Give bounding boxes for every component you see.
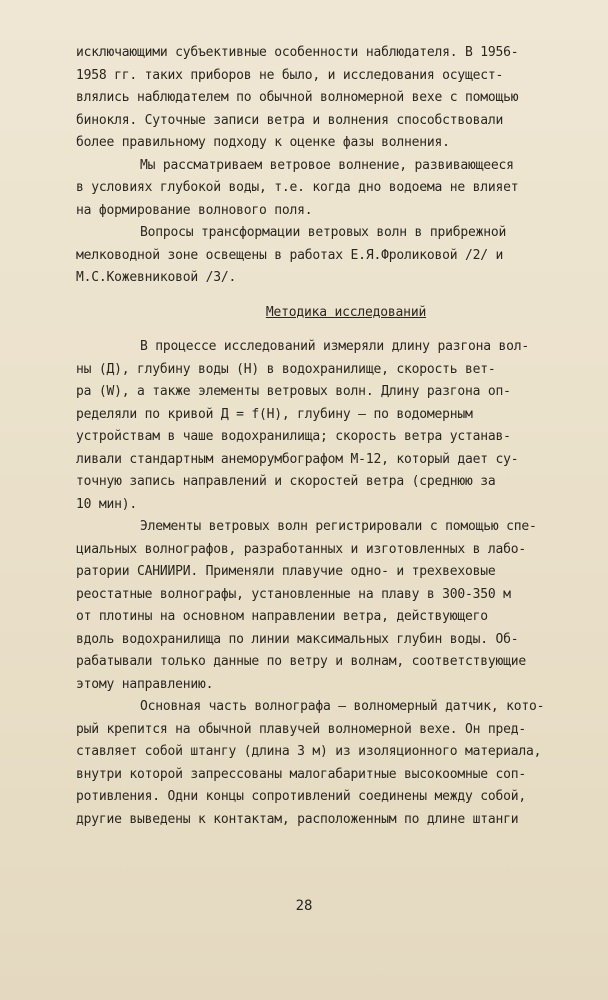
intro-section [76,42,576,290]
paragraph [76,516,576,696]
text-line: вдоль водохранилища по линии максимальных глубин воды. Об- [76,631,519,647]
text-line: ределяли по кривой Д = f(H), глубину – по водомерным [76,406,473,422]
text-line: более правильному подходу к оценке фазы волнения. [76,135,450,150]
text-line: этому направлению. [76,676,214,692]
text-line: на формирование волнового поля. [76,202,313,218]
text-line: от плотины на основном направлении ветра, действующего [76,609,488,624]
text-line: другие выведены к контактам, расположенным по длине штанги [76,811,519,827]
paragraph [76,42,576,155]
text-line: в условиях глубокой воды, т.е. когда дно водоема не влияет [76,180,519,195]
text-line: рый крепится на обычной плавучей волномерной вехе. Он пред- [76,721,526,737]
page-number: 28 [295,898,313,914]
text-line: реостатные волнографы, установленные на плаву в 300-350 м [76,586,511,602]
text-line: Основная часть волнографа – волномерный датчик, кото- [140,699,545,714]
section-heading: Методика исследований [265,304,427,320]
text-line: внутри которой запрессованы малогабаритные высокоомные соп- [76,766,526,782]
text-line: мелководной зоне освещены в работах Е.Я.Фроликовой /2/ и [76,247,504,263]
text-line: Мы рассматриваем ветровое волнение, развивающееся [140,157,514,173]
text-line: М.С.Кожевниковой /3/. [76,270,237,285]
page-body [76,42,576,831]
text-line: ротивления. Одни концы сопротивлений соединены между собой, [76,789,526,804]
text-line: исключающими субъективные особенности наблюдателя. В 1956- [76,45,519,60]
text-line: устройствам в чаше водохранилища; скорость ветра устанав- [76,429,511,444]
text-line: ратории САНИИРИ. Применяли плавучие одно- и трехвеховые [76,564,496,579]
text-line: влялись наблюдателем по обычной волномерной вехе с помощью [76,90,519,105]
text-line: точную запись направлений и скоростей ветра (среднюю за [76,474,496,489]
text-line: ра (W), а также элементы ветровых волн. Длину разгона оп- [76,384,511,399]
text-line: ны (Д), глубину воды (H) в водохранилище, скорость вет- [76,361,496,377]
methods-section [76,336,576,831]
paragraph [76,222,576,290]
text-line: Вопросы трансформации ветровых волн в прибрежной [140,225,507,240]
text-line: В процессе исследований измеряли длину разгона вол- [140,339,529,354]
text-line: циальных волнографов, разработанных и изготовленных в лабо- [76,541,526,557]
text-line: 1958 гг. таких приборов не было, и исследования осущест- [76,67,504,83]
paragraph [76,155,576,223]
text-line: 10 мин). [76,496,138,512]
text-line: бинокля. Суточные записи ветра и волнения способствовали [76,112,504,128]
text-line: рабатывали только данные по ветру и волнам, соответствующие [76,654,526,669]
text-line: ливали стандартным анеморумбографом М-12, который дает су- [76,451,519,467]
paragraph [76,336,576,516]
text-line: ставляет собой штангу (длина 3 м) из изоляционного материала, [76,744,542,759]
paragraph [76,696,576,831]
text-line: Элементы ветровых волн регистрировали с помощью спе- [140,519,537,534]
